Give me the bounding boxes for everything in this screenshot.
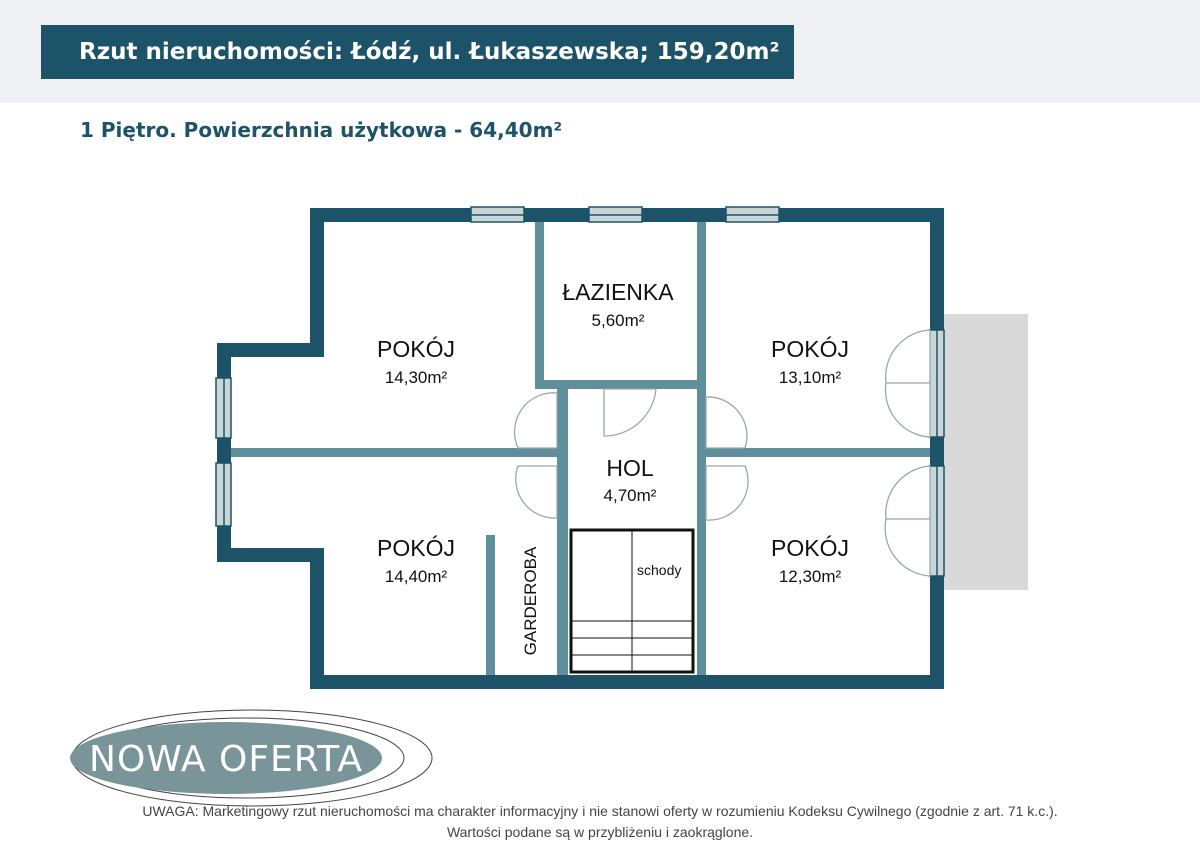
stairs <box>571 530 693 672</box>
room-top-left-name: POKÓJ <box>377 336 455 362</box>
room-bottom-left-area: 14,40m² <box>384 567 448 586</box>
floor-subtitle: 1 Piętro. Powierzchnia użytkowa - 64,40m² <box>80 118 563 142</box>
room-top-right-area: 13,10m² <box>778 368 842 387</box>
room-bottom-right-name: POKÓJ <box>771 535 849 561</box>
disclaimer <box>0 801 1200 843</box>
room-top-right-name: POKÓJ <box>771 336 849 362</box>
room-bottom-right-area: 12,30m² <box>778 567 842 586</box>
new-offer-badge <box>70 710 432 806</box>
bathroom-name: ŁAZIENKA <box>562 279 674 305</box>
room-bottom-left-name: POKÓJ <box>377 535 455 561</box>
room-top-left-area: 14,30m² <box>384 368 448 387</box>
windows <box>216 207 944 576</box>
hall-area: 4,70m² <box>603 486 657 505</box>
page-title: Rzut nieruchomości: Łódź, ul. Łukaszewska; 159,20m² <box>41 25 794 79</box>
hall-name: HOL <box>606 455 654 481</box>
disclaimer-line-1: UWAGA: Marketingowy rzut nieruchomości ma charakter informacyjny i nie stanowi oferty w rozumieniu Kodeksu Cywilnego (zgodnie z art. 71 k.c.). <box>142 803 1058 819</box>
stairs-label: schody <box>637 562 682 578</box>
balcony <box>944 314 1028 590</box>
disclaimer-line-2: Wartości podane są w przybliżeniu i zaokrąglone. <box>446 824 754 840</box>
bathroom-area: 5,60m² <box>591 311 645 330</box>
wardrobe-label: GARDEROBA <box>521 546 540 656</box>
new-offer-text: NOWA OFERTA <box>89 739 363 780</box>
